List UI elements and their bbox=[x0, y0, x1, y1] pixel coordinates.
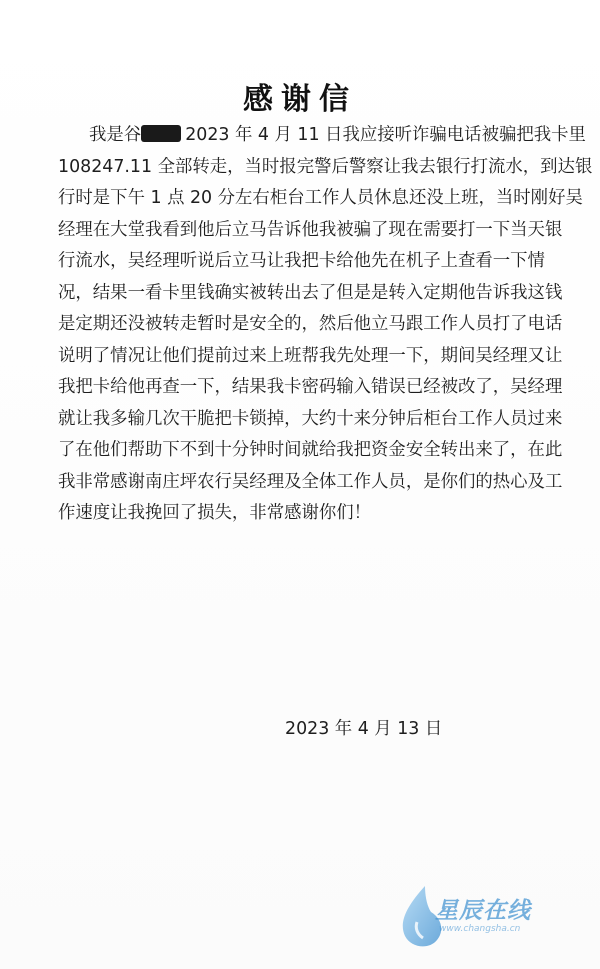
letter-line: 行时是下午 1 点 20 分左右柜台工作人员休息还没上班，当时刚好吴 bbox=[58, 188, 583, 208]
letter-line: 了在他们帮助下不到十分钟时间就给我把资金安全转出来了，在此 bbox=[58, 440, 563, 460]
letter-title: 感谢信 bbox=[243, 82, 357, 117]
redacted-name bbox=[141, 125, 181, 142]
watermark-logo bbox=[395, 878, 595, 958]
letter-line: 是定期还没被转走暂时是安全的，然后他立马跟工作人员打了电话 bbox=[58, 314, 563, 334]
letter-line: 我非常感谢南庄坪农行吴经理及全体工作人员，是你们的热心及工 bbox=[58, 471, 563, 492]
letter-line: 行流水，吴经理听说后立马让我把卡给他先在机子上查看一下情 bbox=[58, 251, 545, 271]
letter-line: 况，结果一看卡里钱确实被转出去了但是是转入定期他告诉我这钱 bbox=[58, 282, 563, 303]
letter-line: 我是谷 2023 年 4 月 11 日我应接听诈骗电话被骗把我卡里 bbox=[89, 125, 586, 145]
letter-line: 说明了情况让他们提前过来上班帮我先处理一下，期间吴经理又让 bbox=[58, 345, 563, 366]
letter-line: 我把卡给他再查一下，结果我卡密码输入错误已经被改了，吴经理 bbox=[58, 377, 563, 397]
letter-body bbox=[58, 120, 593, 530]
letter-intro: 我是谷 bbox=[89, 125, 142, 145]
letter-line: 经理在大堂我看到他后立马告诉他我被骗了现在需要打一下当天银 bbox=[58, 219, 563, 240]
letter-line: 108247.11 全部转走，当时报完警后警察让我去银行打流水，到达银 bbox=[58, 156, 593, 177]
letter-line: 作速度让我挽回了损失，非常感谢你们！ bbox=[58, 503, 372, 523]
watermark-url: www.changsha.cn bbox=[439, 924, 521, 934]
watermark-brand: 星辰在线 bbox=[435, 898, 531, 924]
letter-date: 2023 年 4 月 13 日 bbox=[285, 719, 443, 739]
letter-line: 就让我多输几次干脆把卡锁掉，大约十来分钟后柜台工作人员过来 bbox=[58, 408, 563, 429]
